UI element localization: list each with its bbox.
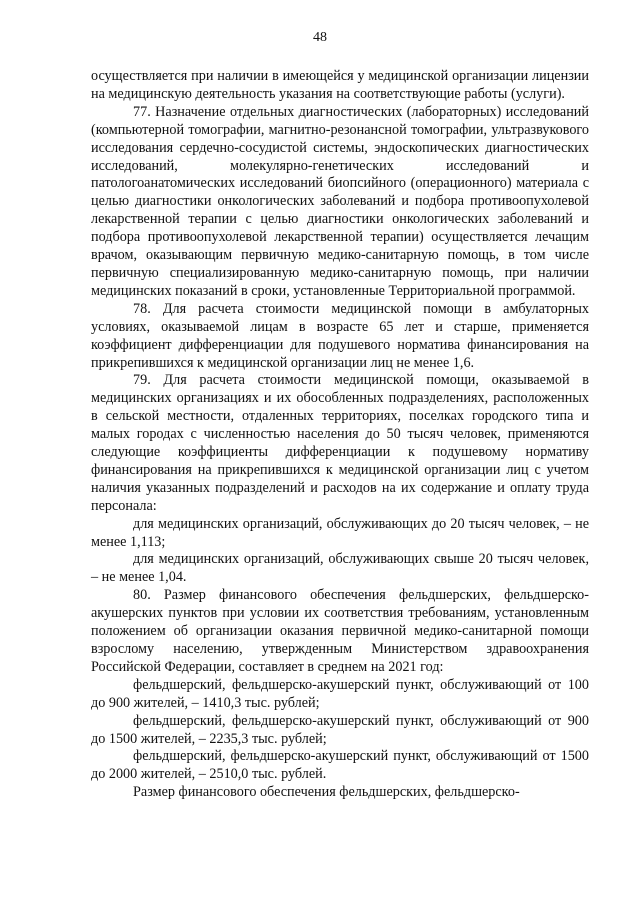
paragraph-80-item-2: фельдшерский, фельдшерско-акушерский пункт, обслуживающий от 900 до 1500 жителей, – 2235,3 тыс. рублей;	[91, 712, 589, 747]
paragraph-80-item-1: фельдшерский, фельдшерско-акушерский пункт, обслуживающий от 100 до 900 жителей, – 1410,3 тыс. рублей;	[91, 676, 589, 711]
paragraph-79: 79. Для расчета стоимости медицинской помощи, оказываемой в медицинских организациях и их обособленных подразделениях, расположенных в сельской местности, отдаленных территориях, поселках городского типа и малых городах с численностью населения до 50 тысяч человек, применяются следующие коэффициенты дифференциации к подушевому нормативу финансирования на прикрепившихся к медицинской организации лиц с учетом наличия указанных подразделений и расходов на их содержание и оплату труда персонала:	[91, 372, 589, 514]
paragraph-80: 80. Размер финансового обеспечения фельдшерских, фельдшерско-акушерских пунктов при условии их соответствия требованиям, установленным положением об организации оказания первичной медико-санитарной помощи взрослому населению, утвержденным Министерством здравоохранения Российской Федерации, составляет в среднем на 2021 год:	[91, 587, 589, 675]
paragraph-79-item-2: для медицинских организаций, обслуживающих свыше 20 тысяч человек, – не менее 1,04.	[91, 551, 589, 586]
page-number: 48	[313, 30, 327, 45]
paragraph-next: Размер финансового обеспечения фельдшерских, фельдшерско-	[133, 784, 520, 801]
document-body	[91, 68, 589, 802]
paragraph-77: 77. Назначение отдельных диагностических (лабораторных) исследований (компьютерной томографии, магнитно-резонансной томографии, ультразвукового исследования сердечно-сосудистой системы, эндоскопических диагностических исследований, молекулярно-генетических исследований и патологоанатомических исследований биопсийного (операционного) материала с целью диагностики онкологических заболеваний и подбора противоопухолевой лекарственной терапии с целью диагностики онкологических заболеваний и подбора противоопухолевой лекарственной терапии) осуществляется лечащим врачом, оказывающим первичную медико-санитарную помощь, в том числе первичную специализированную медико-санитарную помощь, при наличии медицинских показаний в сроки, установленные Территориальной программой.	[91, 103, 589, 299]
paragraph-continuation: осуществляется при наличии в имеющейся у медицинской организации лицензии на медицинскую деятельность указания на соответствующие работы (услуги).	[91, 68, 589, 102]
paragraph-78: 78. Для расчета стоимости медицинской помощи в амбулаторных условиях, оказываемой лицам в возрасте 65 лет и старше, применяется коэффициент дифференциации для подушевого норматива финансирования на прикрепившихся к медицинской организации лиц не менее 1,6.	[91, 300, 589, 371]
paragraph-80-item-3: фельдшерский, фельдшерско-акушерский пункт, обслуживающий от 1500 до 2000 жителей, – 2510,0 тыс. рублей.	[91, 748, 589, 783]
paragraph-79-item-1: для медицинских организаций, обслуживающих до 20 тысяч человек, – не менее 1,113;	[91, 515, 589, 550]
